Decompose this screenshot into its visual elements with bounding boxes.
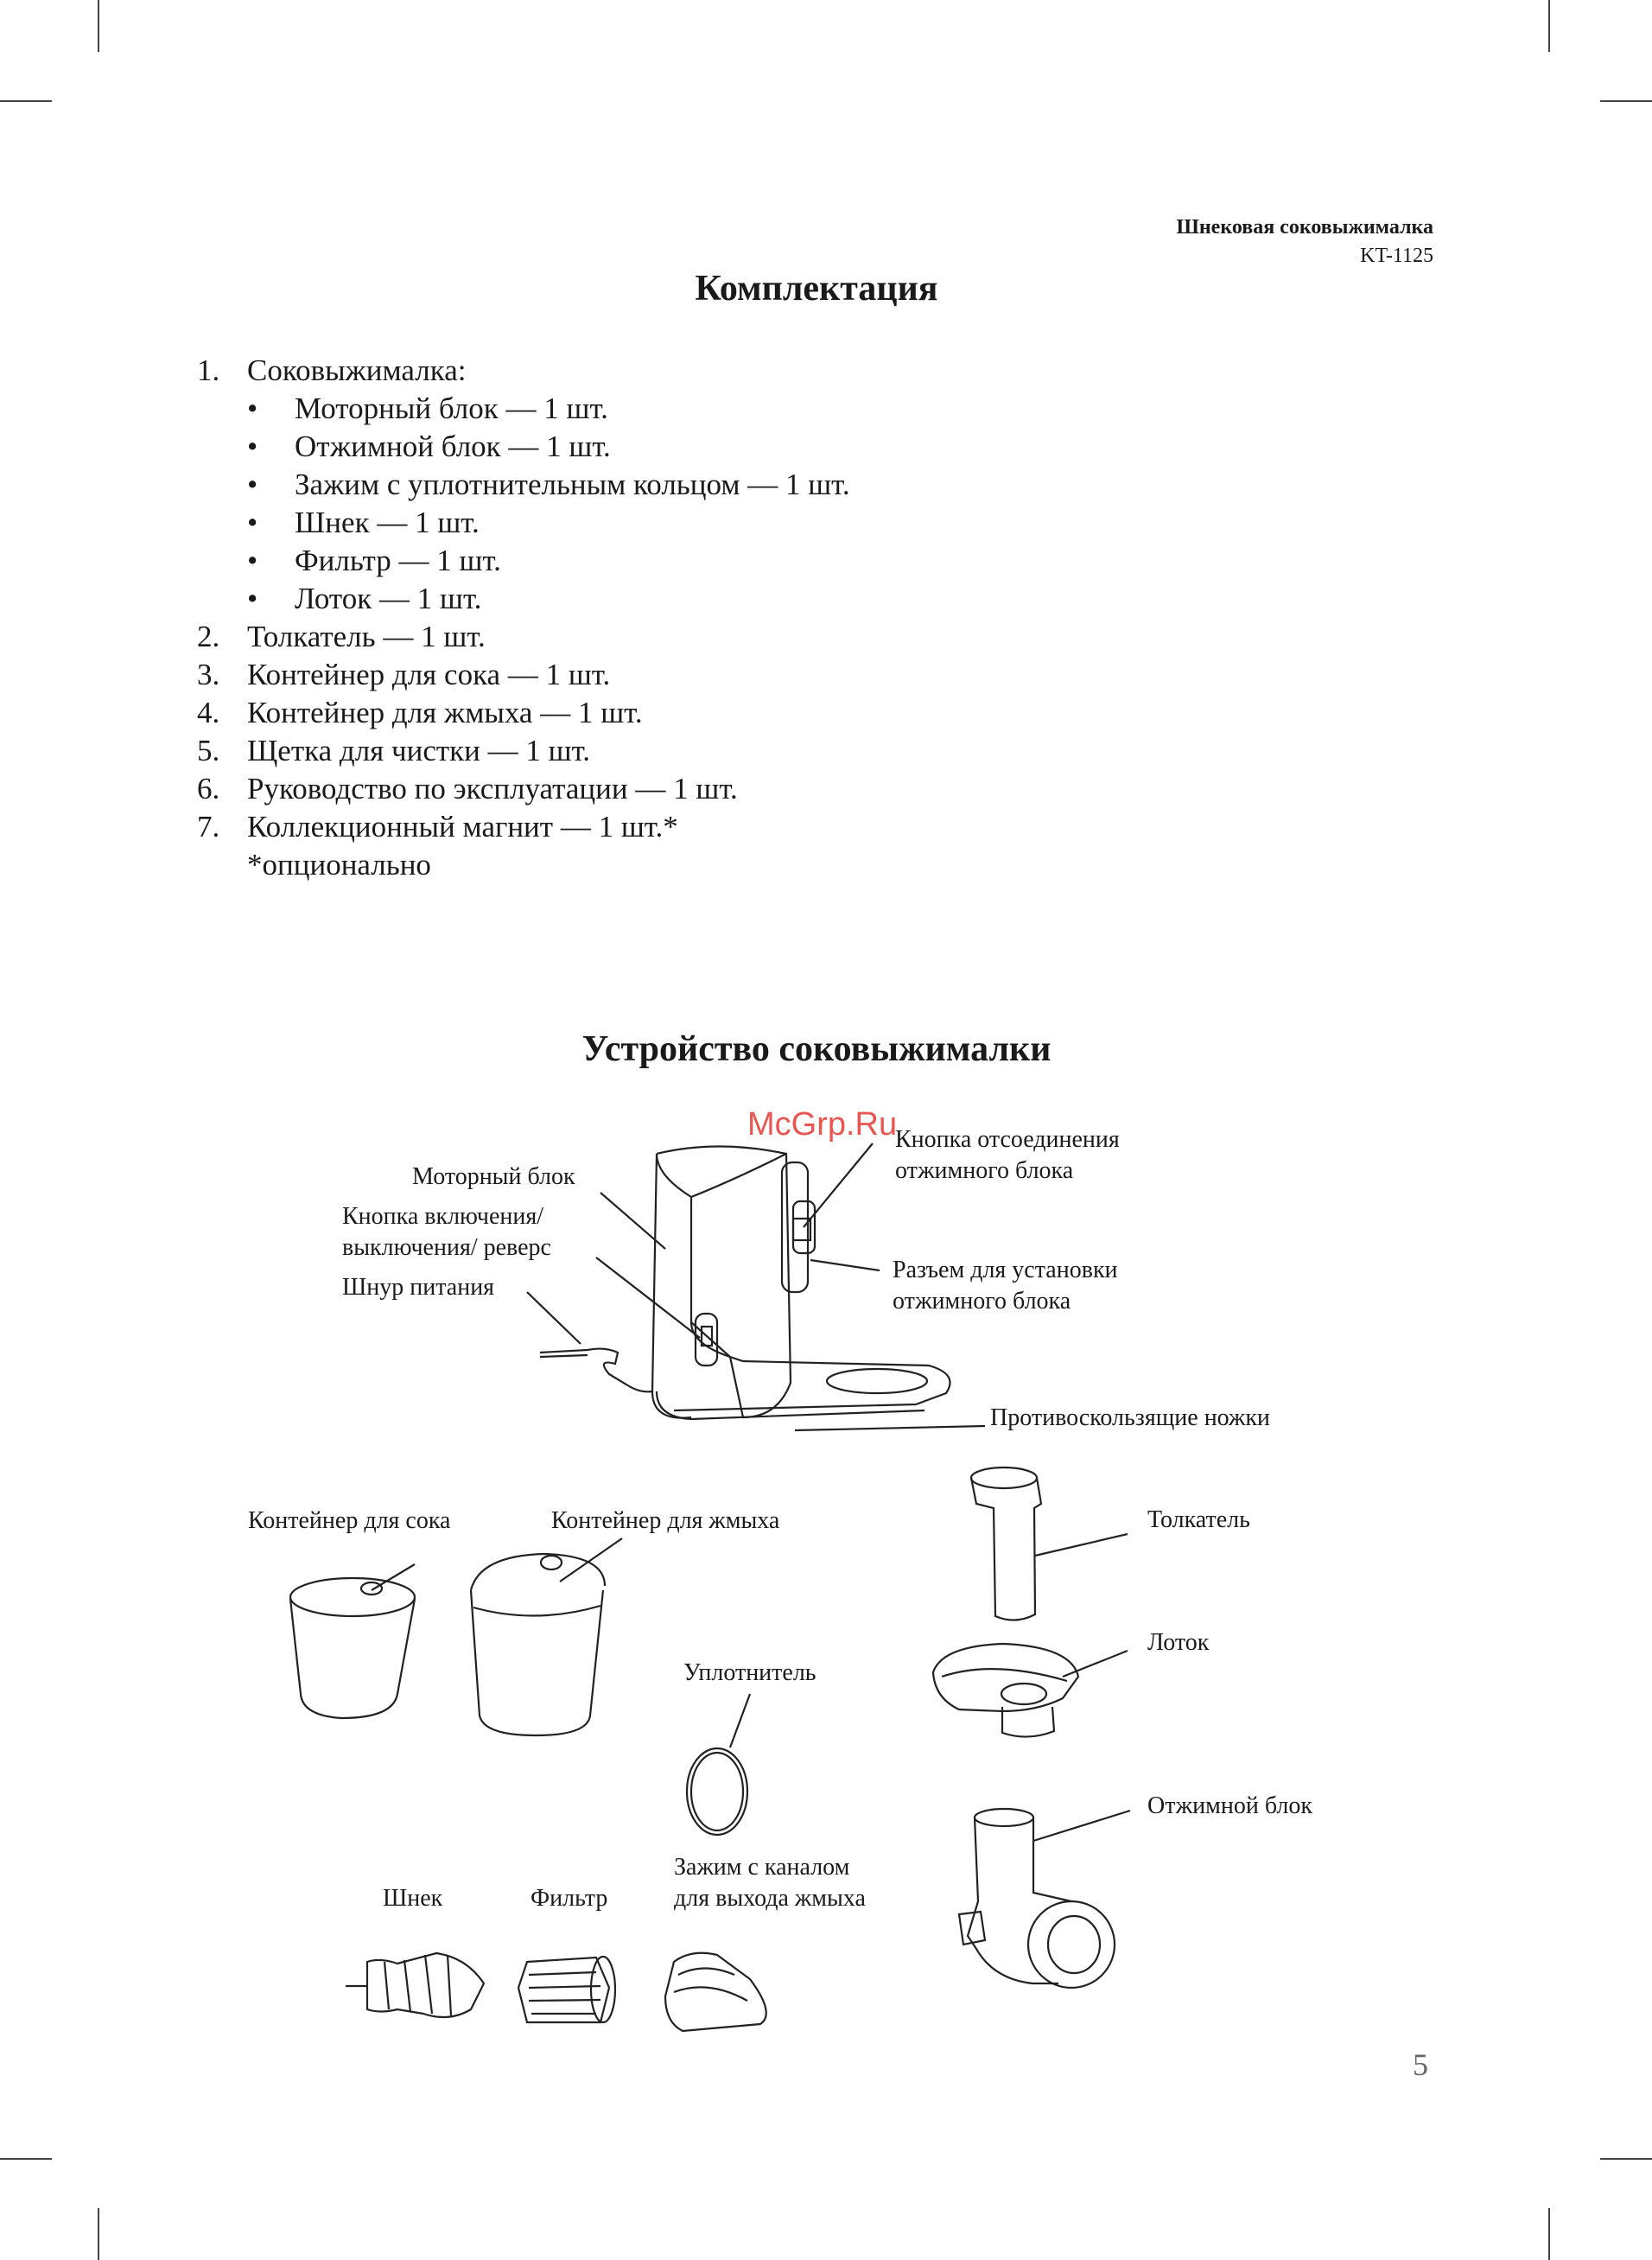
label-power-button-line1: Кнопка включения/ bbox=[342, 1203, 544, 1230]
filter-drawing bbox=[518, 1957, 615, 2022]
motor-block-drawing bbox=[540, 1147, 950, 1420]
list-item: • Моторный блок — 1 шт. bbox=[247, 392, 608, 425]
label-clamp-line2: для выхода жмыха bbox=[674, 1885, 866, 1912]
juice-container-drawing bbox=[290, 1578, 415, 1718]
label-press-block: Отжимной блок bbox=[1147, 1792, 1312, 1819]
list-item: 5. Щетка для чистки — 1 шт. bbox=[197, 734, 591, 767]
label-power-cord: Шнур питания bbox=[342, 1274, 495, 1301]
list-item: 7. Коллекционный магнит — 1 шт.* bbox=[197, 810, 678, 844]
section-title-contents: Комплектация bbox=[695, 269, 938, 309]
label-pulp-container: Контейнер для жмыха bbox=[551, 1507, 780, 1534]
seal-drawing bbox=[687, 1748, 747, 1835]
label-juice-container: Контейнер для сока bbox=[248, 1507, 451, 1534]
page-number: 5 bbox=[1413, 2047, 1428, 2082]
label-clamp-line1: Зажим с каналом bbox=[674, 1854, 850, 1881]
list-item: 6. Руководство по эксплуатации — 1 шт. bbox=[197, 772, 738, 805]
header-model: KT-1125 bbox=[1360, 245, 1433, 267]
label-motor-block: Моторный блок bbox=[412, 1163, 575, 1190]
label-seal: Уплотнитель bbox=[683, 1659, 816, 1686]
press-block-drawing bbox=[959, 1809, 1115, 1988]
label-feet: Противоскользящие ножки bbox=[990, 1404, 1270, 1431]
section-title-device: Устройство соковыжималки bbox=[581, 1029, 1052, 1069]
list-item: 1. Соковыжималка: bbox=[197, 353, 467, 387]
label-release-button-line2: отжимного блока bbox=[895, 1157, 1074, 1184]
list-item: 2. Толкатель — 1 шт. bbox=[197, 620, 486, 653]
list-item: • Фильтр — 1 шт. bbox=[247, 544, 501, 577]
auger-drawing bbox=[346, 1953, 484, 2017]
list-item: 4. Контейнер для жмыха — 1 шт. bbox=[197, 696, 643, 729]
list-item: • Зажим с уплотнительным кольцом — 1 шт. bbox=[247, 468, 850, 501]
list-item: 3. Контейнер для сока — 1 шт. bbox=[197, 658, 611, 691]
pusher-drawing bbox=[971, 1467, 1041, 1620]
label-auger: Шнек bbox=[383, 1885, 443, 1912]
label-pusher: Толкатель bbox=[1147, 1506, 1250, 1533]
list-item: • Лоток — 1 шт. bbox=[247, 582, 482, 615]
header-title: Шнековая соковыжималка bbox=[1176, 216, 1433, 239]
label-power-button-line2: выключения/ реверс bbox=[342, 1234, 551, 1261]
label-tray: Лоток bbox=[1147, 1629, 1210, 1656]
tray-drawing bbox=[933, 1644, 1078, 1737]
watermark: McGrp.Ru bbox=[747, 1106, 898, 1143]
label-filter: Фильтр bbox=[531, 1885, 608, 1912]
label-release-button-line1: Кнопка отсоединения bbox=[895, 1126, 1120, 1153]
list-item-footnote: *опционально bbox=[247, 848, 431, 882]
list-item: • Отжимной блок — 1 шт. bbox=[247, 430, 611, 463]
clamp-drawing bbox=[665, 1953, 766, 2031]
label-socket-line2: отжимного блока bbox=[893, 1288, 1071, 1315]
label-socket-line1: Разъем для установки bbox=[893, 1257, 1118, 1283]
list-item: • Шнек — 1 шт. bbox=[247, 506, 480, 539]
pulp-container-drawing bbox=[471, 1554, 605, 1735]
